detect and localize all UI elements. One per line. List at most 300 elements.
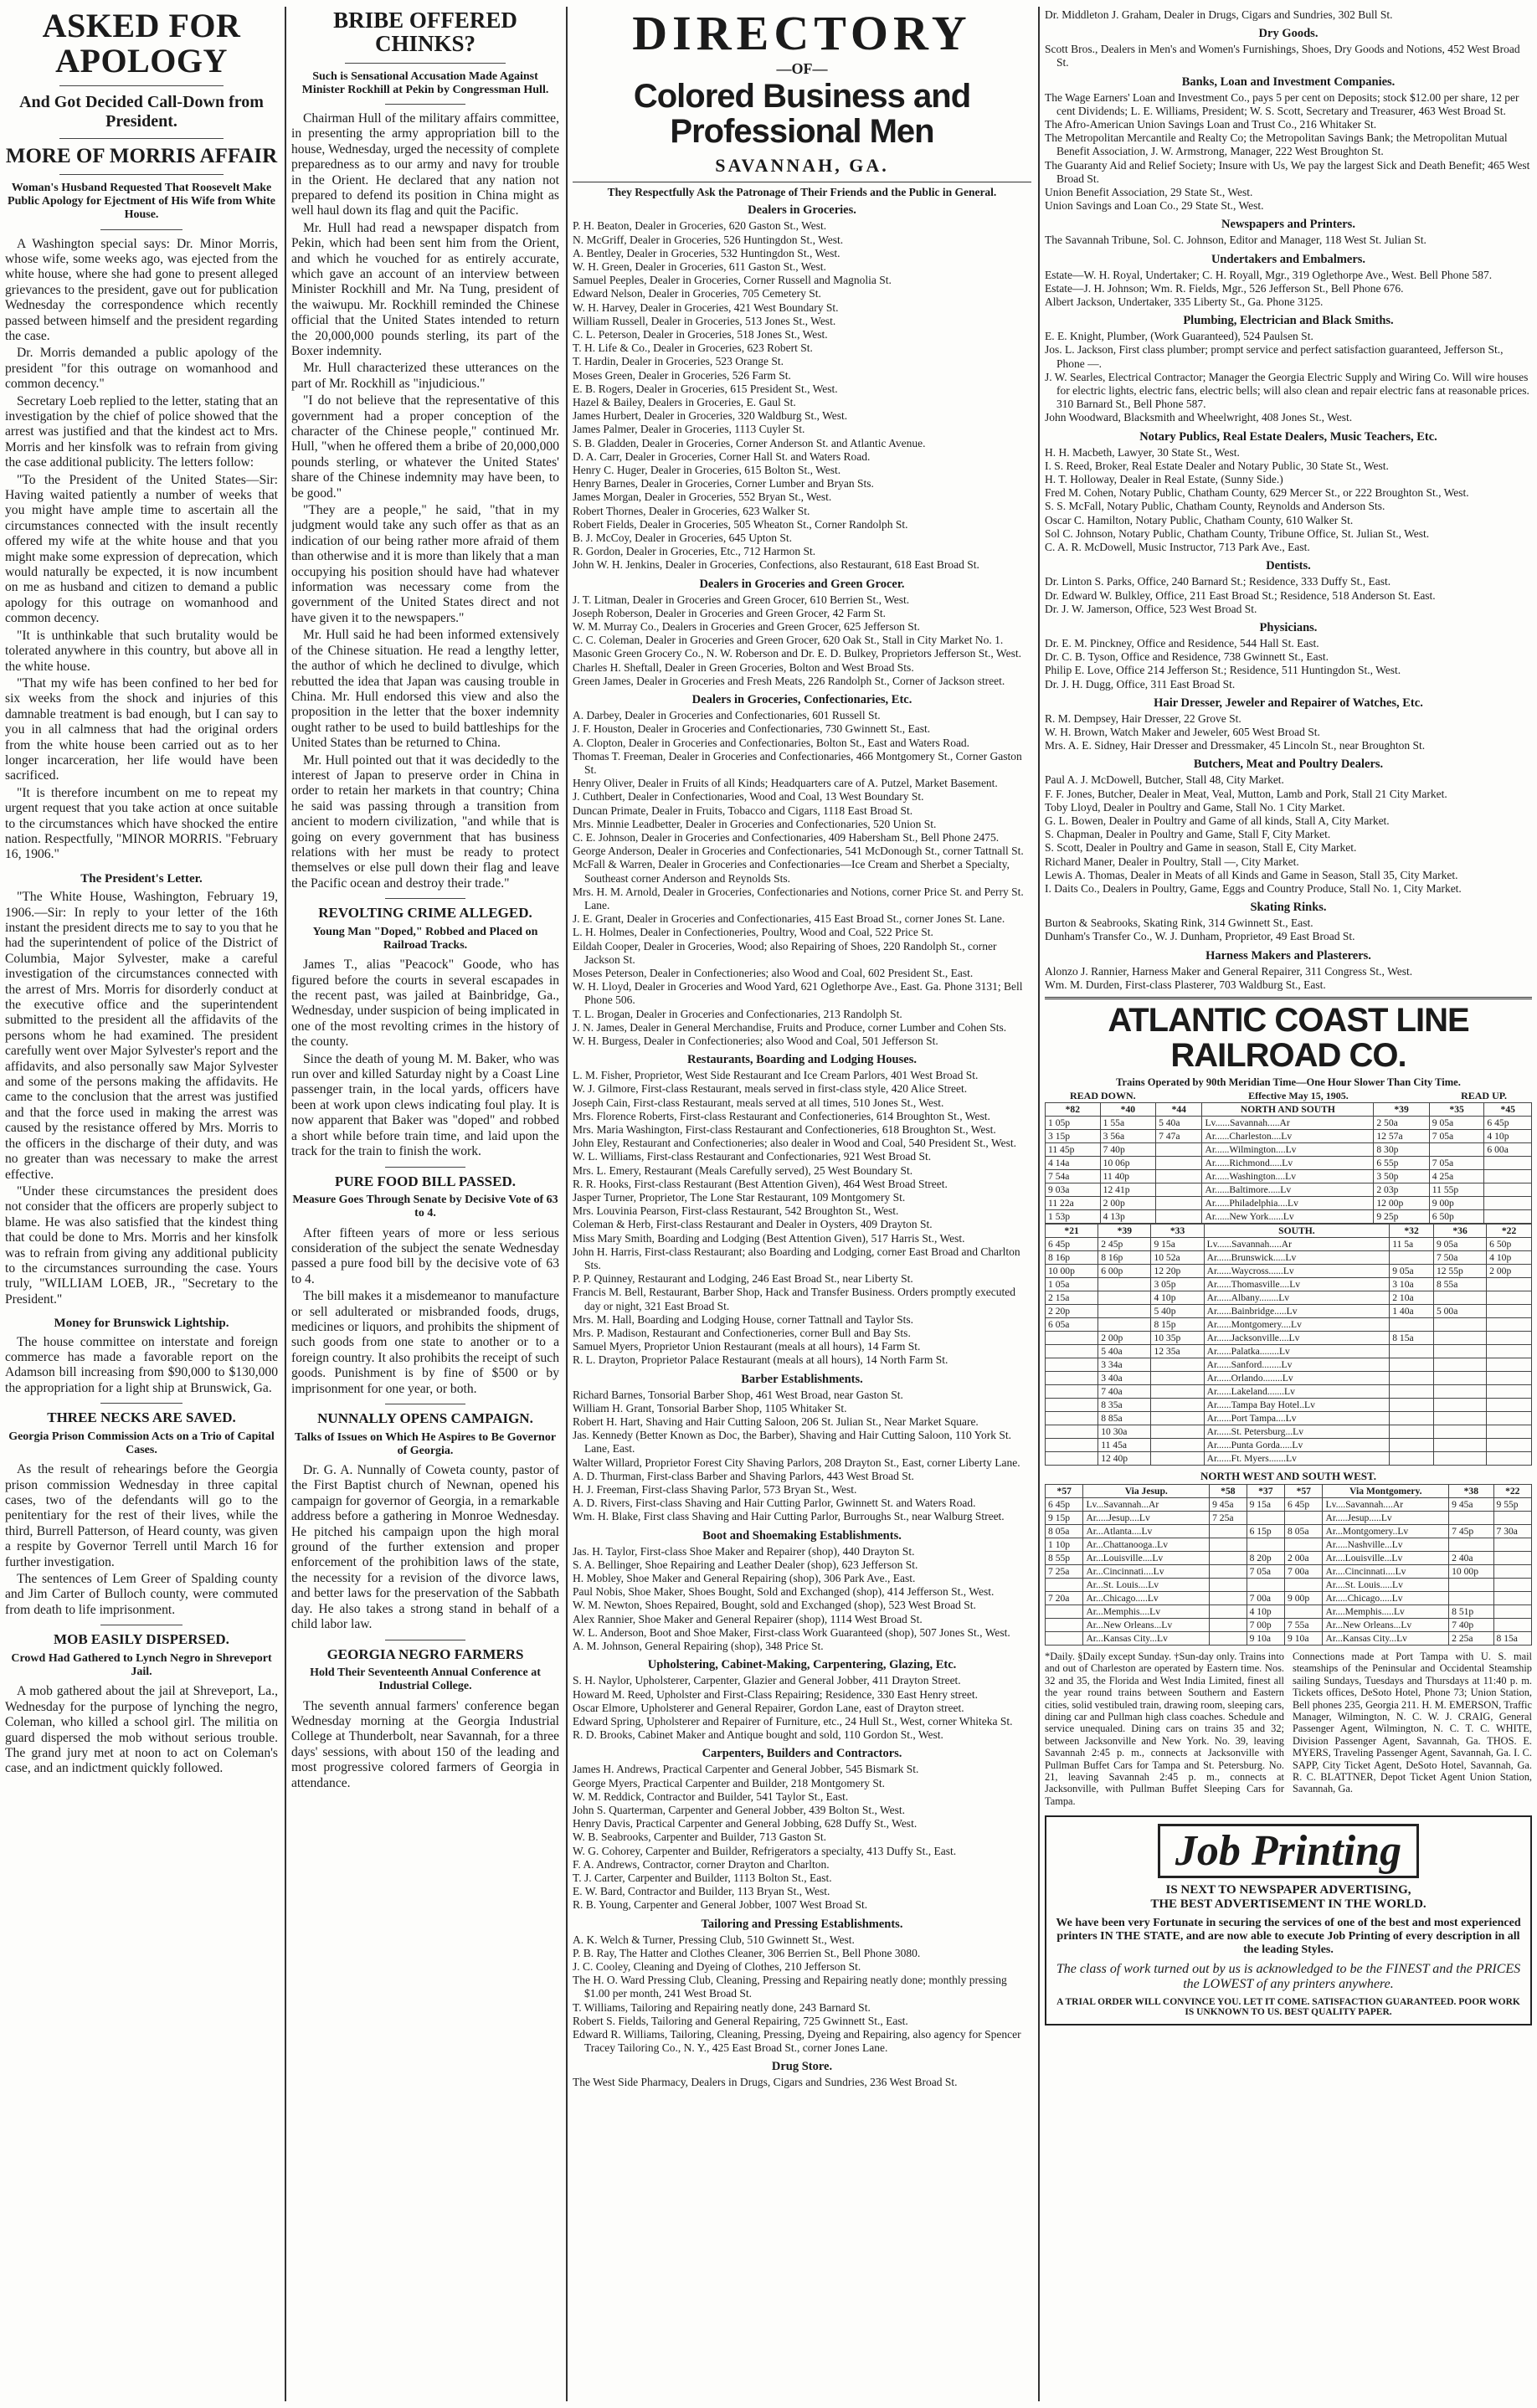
directory-entry: Philip E. Love, Office 214 Jefferson St.; Residence, 511 Huntingdon St., West.: [1045, 664, 1401, 677]
timetable-cell: [1484, 1197, 1532, 1210]
timetable-cell: 4 10p: [1247, 1604, 1284, 1618]
directory-entry: L. H. Holmes, Dealer in Confectioneries, Poultry, Wood and Coal, 522 Price St.: [573, 926, 933, 939]
timetable-cell: 10 52a: [1151, 1251, 1204, 1265]
directory-entry: W. H. Harvey, Dealer in Groceries, 421 West Boundary St.: [573, 300, 839, 314]
directory-entry: T. H. Life & Co., Dealer in Groceries, 623 Robert St.: [573, 341, 813, 355]
timetable-cell: [1487, 1318, 1532, 1332]
timetable-row: [1046, 1511, 1532, 1524]
timetable-cell: [1493, 1551, 1531, 1564]
timetable-cell: [1210, 1551, 1247, 1564]
timetable-column-header: *38: [1449, 1484, 1493, 1497]
timetable-cell: [1433, 1358, 1486, 1372]
directory-entry: W. G. Cohorey, Carpenter and Builder, Refrigerators a specialty, 413 Duffy St., East.: [573, 1844, 957, 1857]
timetable-cell: 8 85a: [1098, 1412, 1151, 1425]
directory-entry: T. L. Brogan, Dealer in Groceries and Confectionaries, 213 Randolph St.: [573, 1007, 902, 1020]
timetable-row: [1046, 1578, 1532, 1591]
column-2: [291, 8, 559, 2400]
timetable-cell: [1247, 1511, 1284, 1524]
timetable-cell: [1046, 1618, 1083, 1631]
directory-entry: Lewis A. Thomas, Dealer in Meats of all Kinds and Game in Season, Stall 35, City Market.: [1045, 868, 1458, 881]
job-printing-ad: [1045, 1815, 1532, 2025]
headline-mob-dispersed: MOB EASILY DISPERSED.: [54, 1631, 229, 1648]
timetable-cell: 4 10p: [1487, 1251, 1532, 1265]
directory-entry: John S. Quarterman, Carpenter and General Jobber, 439 Bolton St., West.: [573, 1803, 906, 1816]
deck: Crowd Had Gathered to Lynch Negro in Shreveport Jail.: [11, 1652, 272, 1679]
timetable-cell: 6 05a: [1046, 1318, 1098, 1332]
directory-entry: G. L. Bowen, Dealer in Poultry and Game of all kinds, Stall A, City Market.: [1045, 814, 1390, 827]
timetable-column-header: *39: [1374, 1103, 1429, 1117]
directory-entry: Jas. H. Taylor, First-class Shoe Maker and Repairer (shop), 440 Drayton St.: [573, 1544, 915, 1558]
deck: Georgia Prison Commission Acts on a Trio of Capital Cases.: [8, 1430, 275, 1457]
timetable-cell: 9 05a: [1390, 1265, 1434, 1278]
directory-section-heading: Dealers in Groceries.: [748, 203, 856, 218]
directory-entry: Dr. Edward W. Bulkley, Office, 211 East Broad St.; Residence, 518 Anderson St. East.: [1045, 588, 1436, 602]
timetable-cell: [1390, 1399, 1434, 1412]
timetable-cell: 11 55p: [1429, 1183, 1484, 1197]
directory-entry: Dr. C. B. Tyson, Office and Residence, 738 Gwinnett St., East.: [1045, 650, 1329, 664]
directory-entry: I. S. Reed, Broker, Real Estate Dealer and Notary Public, 30 State St., West.: [1045, 459, 1389, 472]
timetable-cell: 3 15p: [1046, 1130, 1101, 1143]
directory-entry: George Myers, Practical Carpenter and Builder, 218 Montgomery St.: [573, 1776, 885, 1789]
directory-entry: Mrs. L. Emery, Restaurant (Meals Carefully served), 25 West Boundary St.: [573, 1163, 913, 1177]
subhead-morris-affair: MORE OF MORRIS AFFAIR: [5, 145, 278, 167]
column-rule: [285, 7, 286, 2401]
timetable-cell: 6 50p: [1429, 1210, 1484, 1224]
timetable-cell: 8 15p: [1151, 1318, 1204, 1332]
directory-entry: Paul Nobis, Shoe Maker, Shoes Bought, Sold and Exchanged (shop), 414 Jefferson St., West.: [573, 1585, 995, 1599]
timetable-cell: [1210, 1618, 1247, 1631]
timetable-cell: [1098, 1291, 1151, 1305]
directory-entry: B. J. McCoy, Dealer in Groceries, 645 Upton St.: [573, 531, 792, 545]
directory-entry: E. E. Knight, Plumber, (Work Guaranteed), 524 Paulsen St.: [1045, 330, 1313, 343]
directory-entry: Jas. Kennedy (Better Known as Doc, the Barber), Shaving and Hair Cutting Saloon, 110 York St. Lane, East.: [573, 1429, 1012, 1456]
directory-entry: W. H. Lloyd, Dealer in Groceries and Wood Yard, 621 Oglethorpe Ave., East. Ga. Phone 3131; Bell Phone 506.: [573, 980, 1023, 1007]
directory-entry: A. Bentley, Dealer in Groceries, 532 Huntingdon St., West.: [573, 246, 840, 259]
timetable-cell: 9 03a: [1046, 1183, 1101, 1197]
directory-entry: E. W. Bard, Contractor and Builder, 113 Bryan St., West.: [573, 1885, 830, 1898]
timetable-row: [1046, 1524, 1532, 1538]
directory-entry: Jasper Turner, Proprietor, The Lone Star Restaurant, 109 Montgomery St.: [573, 1191, 906, 1204]
timetable-cell: [1390, 1345, 1434, 1358]
directory-entry: J. W. Searles, Electrical Contractor; Manager the Georgia Electric Supply and Wiring Co. Will wire houses for electric lights, electric fans, electric bells; will also clean and repair electric fans at reasonable prices. 310 Barnard St., Bell Phone 587.: [1045, 370, 1529, 411]
timetable-cell: Ar...Chicago.....Lv: [1083, 1591, 1210, 1604]
timetable-cell: [1487, 1452, 1532, 1466]
directory-entry: Robert S. Fields, Tailoring and General Repairing, 725 Gwinnett St., East.: [573, 2014, 908, 2027]
directory-of: —OF—: [776, 59, 828, 77]
timetable-column-header: *40: [1100, 1103, 1155, 1117]
directory-entry: Dr. J. H. Dugg, Office, 311 East Broad St.: [1045, 677, 1236, 691]
timetable-cell: [1433, 1439, 1486, 1452]
timetable-cell: Ar......Orlando........Lv: [1204, 1372, 1390, 1385]
timetable-cell: 3 40a: [1098, 1372, 1151, 1385]
timetable-cell: 8 16p: [1098, 1251, 1151, 1265]
timetable-cell: [1156, 1170, 1202, 1183]
timetable-row: [1046, 1425, 1532, 1439]
timetable-cell: 10 00p: [1046, 1265, 1098, 1278]
headline-bribe-offered: BRIBE OFFERED CHINKS?: [333, 8, 517, 57]
headline-three-necks: THREE NECKS ARE SAVED.: [47, 1409, 236, 1426]
directory-entry: Mrs. M. Hall, Boarding and Lodging House, corner Tattnall and Taylor Sts.: [573, 1312, 914, 1326]
directory-entry: George Anderson, Dealer in Groceries and Confectionaries, 541 McDonough St., corner Tattnall St.: [573, 845, 1024, 858]
timetable-cell: [1433, 1399, 1486, 1412]
headline-revolting-crime: REVOLTING CRIME ALLEGED.: [318, 905, 532, 922]
directory-entry: S. S. McFall, Notary Public, Chatham County, Reynolds and Anderson Sts.: [1045, 500, 1385, 513]
directory-entry: John W. H. Jenkins, Dealer in Groceries, Confections, also Restaurant, 618 East Broad St.: [573, 558, 979, 572]
timetable-header-row: [1046, 1103, 1532, 1117]
timetable-cell: [1098, 1318, 1151, 1332]
directory-listing-continued: [1045, 27, 1532, 992]
timetable-cell: Ar......Baltimore.....Lv: [1202, 1183, 1374, 1197]
directory-entry: Alonzo J. Rannier, Harness Maker and General Repairer, 311 Congress St., West.: [1045, 964, 1413, 978]
timetable-row: [1046, 1551, 1532, 1564]
directory-entry: Mrs. Louvinia Pearson, First-class Restaurant, 542 Broughton St., West.: [573, 1204, 899, 1218]
directory-section-heading: Plumbing, Electrician and Black Smiths.: [1183, 314, 1394, 328]
timetable-cell: [1433, 1291, 1486, 1305]
timetable-cell: Ar...Cincinnati....Lv: [1083, 1564, 1210, 1578]
directory-entry: C. L. Peterson, Dealer in Groceries, 518 Jones St., West.: [573, 328, 828, 341]
directory-section-heading: Notary Publics, Real Estate Dealers, Music Teachers, Etc.: [1139, 429, 1437, 444]
timetable-row: [1046, 1117, 1532, 1130]
timetable-row: [1046, 1238, 1532, 1251]
railroad-notes-right: Connections made at Port Tampa with U. S. mail steamships of the Peninsular and Occidental Steamship sailing Sundays, Tuesdays and Thursdays at 11:40 p. m. Tickets offices, DeSoto Hotel, Phone 73; Union Station, Bell phones 235, Georgia 211. H. M. EMERSON, Traffic Manager, Wilmington, N. C. W. J. CRAIG, General Passenger Agent, Wilmington, N. C. T. C. WHITE, Division Passenger Agent, Savannah, Ga. THOS. E. MYERS, Traveling Passenger Agent, Savannah, Ga. I. C. SAPP, City Ticket Agent, DeSoto Hotel, Savannah, Ga. R. C. BLATTNER, Depot Ticket Agent Union Station, Savannah, Ga.: [1293, 1650, 1532, 1795]
timetable-cell: [1449, 1511, 1493, 1524]
timetable-cell: Lv....Savannah....Ar: [1323, 1497, 1449, 1511]
timetable-cell: Ar......Jacksonville....Lv: [1204, 1332, 1390, 1345]
timetable-row: [1046, 1399, 1532, 1412]
directory-entry: W. M. Murray Co., Dealers in Groceries and Green Grocer, 625 Jefferson St.: [573, 620, 920, 634]
directory-entry: A. D. Thurman, First-class Barber and Shaving Parlors, 443 West Broad St.: [573, 1469, 914, 1482]
directory-entry: Duncan Primate, Dealer in Fruits, Tobacco and Cigars, 1118 East Broad St.: [573, 804, 913, 817]
timetable-cell: 7 45p: [1449, 1524, 1493, 1538]
timetable-cell: Ar......Wilmington....Lv: [1202, 1143, 1374, 1157]
directory-listing: [573, 203, 1031, 2089]
timetable-cell: 3 34a: [1098, 1358, 1151, 1372]
timetable-cell: [1433, 1332, 1486, 1345]
directory-section-heading: Tailoring and Pressing Establishments.: [701, 1917, 903, 1931]
directory-section-heading: Boot and Shoemaking Establishments.: [702, 1528, 902, 1543]
directory-entry: J. N. James, Dealer in General Merchandise, Fruits and Produce, corner Lumber and Cohen Sts.: [573, 1020, 1007, 1034]
directory-title: DIRECTORY: [632, 8, 972, 60]
directory-entry: Miss Mary Smith, Boarding and Lodging (Best Attention Given), 517 Harris St., West.: [573, 1231, 965, 1245]
timetable-row: [1046, 1497, 1532, 1511]
directory-entry: H. Mobley, Shoe Maker and General Repairing (shop), 306 Park Ave., East.: [573, 1572, 916, 1585]
timetable-cell: [1156, 1210, 1202, 1224]
timetable-row: [1046, 1197, 1532, 1210]
directory-section-heading: Upholstering, Cabinet-Making, Carpentering, Glazing, Etc.: [647, 1658, 957, 1672]
timetable-cell: [1151, 1439, 1204, 1452]
deck: Hold Their Seventeenth Annual Conference at Industrial College.: [310, 1666, 541, 1693]
timetable-cell: [1390, 1425, 1434, 1439]
timetable-cell: [1098, 1278, 1151, 1291]
railroad-title: ATLANTIC COAST LINE RAILROAD CO.: [1108, 1001, 1469, 1074]
article-body: A Washington special says: Dr. Minor Morris, whose wife, some weeks ago, was ejected from the white house, where she had gone to present alleged grievances to the president, gave out for publication Wednesday the correspondence which recently passed between himself and the president regarding the case. Dr. Morris demanded a public apology of the president "for this outrage on womanhood and common decency." Secretary Loeb replied to the letter, stating that an investigation by the chief of police showed that the arrest was justified and that the kindest act to Mrs. Morris and her kinsfolk was to refrain from giving the case additional publicity. The letters follow: "To the President of the United States—Sir: Having waited patiently a number of weeks that you might have ample time to ascertain all the circumstances connected with the insult recently offered my wife at the white house and that you might make some expression of deprecation, which would naturally be expected, it is now incumbent on me as husband and citizen to demand a public apology for this outrage on womanhood and common decency. "It is unthinkable that such brutality would be tolerated anywhere in this country, but above all in the white house. "That my wife has been confined to her bed for six weeks from the shock and injuries of this damnable treatment is bad enough, but I can say to you in all calmness that had the original orders from the white house been carried out as to her longer incarceration, her life would have been sacrificed. "It is therefore incumbent on me to repeat my urgent request that you take action at once suitable to the circumstances which have shocked the entire nation. Respectfully, "MINOR MORRIS. "February 16, 1906." The President's Letter. "The White House, Washington, February 19, 1906.—Sir: In reply to your letter of the 16th instant the president directs me to say to you that he had the superintendent of police of the District of Columbia, Major Sylvester, make a careful investigation of the circumstances connected with the arrest of Mrs. Morris for disorderly conduct at the executive office and the superintendent submitted to the president all the affidavits of the persons whom he had examined. The president carefully went over Major Sylvester's report and the affidavits, and also personally saw Major Sylvester and some of the persons making the affidavits. He came to the conclusion that the arrest was justified and that the force used in making the arrest was caused by the resistance offered by Mrs. Morris to the officers in the discharge of their duty, and was no greater than was necessary to make the arrest effective. "Under these circumstances the president does not consider that the officers are properly subject to blame. He was also satisfied that the kindest thing that could be done to Mrs. Morris and her kinsfolk was to refrain from giving any additional publicity to the circumstances surrounding the case. Yours truly, "WILLIAM LOEB, JR., "Secretary to the President." Money for Brunswick Lightship. The house committee on interstate and foreign commerce has made a favorable report on the Adamson bill increasing from $90,000 to $130,000 the appropriation for a light ship at Brunswick, Ga. THREE NECKS ARE SAVED. Georgia Prison Commission Acts on a Trio of Capital Cases. As the result of rehearings before the Georgia prison commission Wednesday in three capital cases, two of the defendants will go to the penitentiary for the rest of their lives, while the third, Burrell Patterson, of Heard county, was given a respite by Governor Terrell until March 16 for further investigation. The sentences of Lem Greer of Spalding county and Jim Carter of Bulloch county, were commuted from death to life imprisonment. MOB EASILY DISPERSED. Crowd Had Gathered to Lynch Negro in Shreveport Jail. A mob gathered about the jail at Shreveport, La., Wednesday for the purpose of lynching the negro, Coleman, who killed a school girl. The militia on guard dispersed the mob without serious trouble. The grand jury met at noon to act on Coleman's case, and an indictment quickly followed.: [5, 236, 278, 1776]
directory-entry: S. B. Gladden, Dealer in Groceries, Corner Anderson St. and Atlantic Avenue.: [573, 436, 926, 449]
directory-entry: Mrs. A. E. Sidney, Hair Dresser and Dressmaker, 45 Lincoln St., near Broughton St.: [1045, 739, 1426, 752]
timetable-cell: Ar.....Nashville...Lv: [1323, 1538, 1449, 1551]
timetable-cell: 5 40p: [1151, 1305, 1204, 1318]
timetable-cell: 8 15a: [1390, 1332, 1434, 1345]
directory-entry: Samuel Myers, Proprietor Union Restaurant (meals at all hours), 14 Farm St.: [573, 1340, 921, 1353]
timetable-cell: 6 55p: [1374, 1157, 1429, 1170]
timetable-cell: 9 15a: [1247, 1497, 1284, 1511]
timetable-cell: 12 57a: [1374, 1130, 1429, 1143]
directory-entry: The Wage Earners' Loan and Investment Co., pays 5 per cent on Deposits; stock $12.00 per share, 12 per cent Dividends; L. E. Williams, President; W. S. Scott, Secretary and Treasurer, 463 West Broad St.: [1045, 90, 1519, 117]
timetable-cell: [1210, 1564, 1247, 1578]
timetable-cell: 1 53p: [1046, 1210, 1101, 1224]
timetable-cell: Ar......New York......Lv: [1202, 1210, 1374, 1224]
directory-section-heading: Dealers in Groceries and Green Grocer.: [699, 577, 905, 591]
timetable-cell: [1493, 1538, 1531, 1551]
directory-entry: C. A. R. McDowell, Music Instructor, 713 Park Ave., East.: [1045, 541, 1310, 554]
directory-entry: Mrs. Minnie Leadbetter, Dealer in Groceries and Confectionaries, 520 Union St.: [573, 817, 937, 830]
directory-section-heading: Dry Goods.: [1258, 27, 1319, 41]
timetable-cell: [1390, 1412, 1434, 1425]
timetable-cell: 7 25a: [1046, 1564, 1083, 1578]
railroad-notes-left: *Daily. §Daily except Sunday. †Sun-day only. Trains into and out of Charleston are operated by Eastern time. Nos. 32 and 35, the Florida and West India Limited, finest all the year round trains between Southern and Eastern cities, solid vestibuled train, drawing room, sleeping cars, dining car and Pullman high class coaches. Schedule and service unequaled. Dining cars on trains 35 and 32; between Jacksonville and New York. No. 39, leaving Savannah 2:45 p. m., connects at Jacksonville with Pullman Buffet Cars for Tampa and St. Petersburg. No. 21, leaving Savannah 2:45 p. m., connects at Jacksonville, with Pullman Buffet Sleeping Cars for Tampa.: [1045, 1650, 1284, 1807]
deck: Young Man "Doped," Robbed and Placed on Railroad Tracks.: [312, 926, 538, 952]
timetable-cell: [1046, 1358, 1098, 1372]
timetable-cell: [1210, 1604, 1247, 1618]
headline-asked-for-apology: ASKED FOR APOLOGY: [42, 8, 241, 80]
timetable-cell: Lv...Savannah...Ar: [1083, 1497, 1210, 1511]
directory-entry: Eildah Cooper, Dealer in Groceries, Wood; also Repairing of Shoes, 220 Randolph St., corner Jackson St.: [573, 939, 997, 966]
timetable-cell: 11 5a: [1390, 1238, 1434, 1251]
directory-entry: Joseph Cain, First-class Restaurant, meals served at all times, 510 Jones St., West.: [573, 1096, 944, 1109]
directory-entry: A. K. Welch & Turner, Pressing Club, 510 Gwinnett St., West.: [573, 1933, 855, 1946]
directory-section-heading: Dentists.: [1266, 559, 1311, 573]
timetable-cell: Ar......St. Petersburg...Lv: [1204, 1425, 1390, 1439]
timetable-cell: [1156, 1143, 1202, 1157]
timetable-row: [1046, 1564, 1532, 1578]
timetable-cell: Ar....St. Louis.....Lv: [1323, 1578, 1449, 1591]
directory-entry: Hazel & Bailey, Dealers in Groceries, E. Gaul St.: [573, 396, 796, 409]
timetable-cell: Ar......Philadelphia....Lv: [1202, 1197, 1374, 1210]
railroad-subtitle: Trains Operated by 90th Meridian Time—One Hour Slower Than City Time.: [1116, 1076, 1461, 1088]
directory-entry: Mrs. H. M. Arnold, Dealer in Groceries, Confectionaries and Notions, corner Price St. and Perry St. Lane.: [573, 885, 1024, 911]
timetable-cell: [1433, 1425, 1486, 1439]
directory-entry: D. A. Carr, Dealer in Groceries, Corner Hall St. and Waters Road.: [573, 449, 871, 463]
directory-section-heading: Carpenters, Builders and Contractors.: [702, 1747, 902, 1761]
directory-entry: Wm. H. Blake, First class Shaving and Hair Cutting Parlor, Burroughs St., near Walburg Street.: [573, 1510, 1005, 1523]
timetable-cell: [1484, 1170, 1532, 1183]
directory-entry: Edward Spring, Upholsterer and Repairer of Furniture, etc., 24 Hull St., West, corner Whiteka St.: [573, 1714, 1013, 1728]
timetable-cell: 11 22a: [1046, 1197, 1101, 1210]
timetable-cell: 2 45p: [1098, 1238, 1151, 1251]
timetable-cell: [1493, 1591, 1531, 1604]
timetable-cell: [1484, 1210, 1532, 1224]
directory-entry: Dr. J. W. Jamerson, Office, 523 West Broad St.: [1045, 602, 1257, 615]
timetable-cell: Ar......Albany........Lv: [1204, 1291, 1390, 1305]
timetable-cell: 8 16p: [1046, 1251, 1098, 1265]
timetable-cell: 1 10p: [1046, 1538, 1083, 1551]
directory-entry: W. M. Reddick, Contractor and Builder, 541 Taylor St., East.: [573, 1789, 849, 1803]
timetable-cell: 9 00p: [1429, 1197, 1484, 1210]
timetable-cell: Ar......Ft. Myers.......Lv: [1204, 1452, 1390, 1466]
railroad-notes: [1045, 1651, 1532, 1807]
timetable-cell: 8 05a: [1285, 1524, 1323, 1538]
article-body: Chairman Hull of the military affairs committee, in presenting the army appropriation bill to the house, Wednesday, urged the necessity of complete preparedness as to our army and navy for trouble in the Orient. He declared that any nation not prepared to defend its position in China might as well haul down its flag and quit the Pacific. Mr. Hull had read a newspaper dispatch from Pekin, which had been sent him from the Orient, and which he vouched for as entirely accurate, which gave an account of an interview between Minister Rockhill and Mr. Na Tung, president of the waiwupu. Mr. Rockhill reminded the Chinese official that the United States intended to return the 20,000,000 pounds sterling, its part of the Boxer indemnity. Mr. Hull characterized these utterances on the part of Mr. Rockhill as "injudicious." "I do not believe that the representative of this government had a proper conception of the character of the Chinese people," continued Mr. Hull, "when he offered them a bribe of 20,000,000 pounds sterling, or whatever the United States' share of the Chinese indemnity may have been, to be good." "They are a people," he said, "that in my judgment would take any such offer as that as an indication of our being rather more afraid of them than otherwise and it is more than likely that a man occupying his position should have had whatever information was necessary come from the government of the United States direct and not have given it to the newspapers." Mr. Hull said he had been informed extensively of the Chinese situation. He read a lengthy letter, the author of which he declined to divulge, which rebutted the idea that Japan was causing trouble in China. Mr. Hull endorsed this view and also the proposition in the letter that the boxer indemnity ought rather to be used to build battleships for the United States than be returned to China. Mr. Hull pointed out that it was decidedly to the interest of Japan to preserve order in China in order to retain her markets in that country; China he said was passing through a transition from ancient to modern civilization, "and while that is going on every government that has business relations with her must be ready to protect themselves or else pull down their flag and leave the Pacific ocean and destroy their trade." REVOLTING CRIME ALLEGED. Young Man "Doped," Robbed and Placed on Railroad Tracks. James T., alias "Peacock" Goode, who has figured before the courts in several escapades in the recent past, was jailed at Bainbridge, Ga., Wednesday, under suspicion of being implicated in one of the most revolting crimes in the history of the county. Since the death of young M. M. Baker, who was run over and killed Saturday night by a Coast Line passenger train, in the local yards, officers have been at work upon clews indicating foul play. It is now apparent that Baker was "doped" and robbed a short while before train time, and laid upon the track for the train to finish the work. PURE FOOD BILL PASSED. Measure Goes Through Senate by Decisive Vote of 63 to 4. After fifteen years of more or less serious consideration of the subject the senate Wednesday passed a pure food bill by the decisive vote of 63 to 4. The bill makes it a misdemeanor to manufacture or sell adulterated or misbranded foods, drugs, medicines or liquors, and prohibits the shipment of such goods from one state to another or to a foreign country. It also prohibits the receipt of such goods. Punishment is by fine of $500 or by imprisonment for one year, or both. NUNNALLY OPENS CAMPAIGN. Talks of Issues on Which He Aspires to Be Governor of Georgia. Dr. G. A. Nunnally of Coweta county, pastor of the First Baptist church of Newnan, opened his campaign for governor of Georgia, in a remarkable address before a gathering in Monroe Wednesday. He pitched his campaign upon the high moral ground of the further extension and proper enforcement of the prohibition laws of the state, the necessity for a revision of the divorce laws, and better laws for the preservation of the Sabbath day. He also takes a strong stand in behalf of a child labor law. GEORGIA NEGRO FARMERS Hold Their Seventeenth Annual Conference at Industrial College. The seventh annual farmers' conference began Wednesday morning at the Georgia Industrial College at Thunderbolt, near Savannah, for a three days' sessions, with about 150 of the leading and most progressive colored farmers of Georgia in attendance.: [291, 110, 559, 1790]
timetable-cell: Ar...Louisville....Lv: [1083, 1551, 1210, 1564]
timetable-row: [1046, 1604, 1532, 1618]
subhead: And Got Decided Call-Down from President.: [19, 93, 264, 131]
timetable-cell: Ar....Louisville...Lv: [1323, 1551, 1449, 1564]
timetable-cell: Ar...Atlanta....Lv: [1083, 1524, 1210, 1538]
timetable-cell: [1046, 1604, 1083, 1618]
directory-entry: J. F. Houston, Dealer in Groceries and Confectionaries, 730 Gwinnett St., East.: [573, 722, 931, 736]
timetable-cell: Ar......Bainbridge.....Lv: [1204, 1305, 1390, 1318]
timetable-cell: Ar...Kansas City...Lv: [1323, 1631, 1449, 1645]
timetable-cell: 8 55a: [1433, 1278, 1486, 1291]
timetable-cell: 6 50p: [1487, 1238, 1532, 1251]
directory-entry: Edward Nelson, Dealer in Groceries, 705 Cemetery St.: [573, 287, 821, 300]
timetable-cell: Ar.....Chicago.....Lv: [1323, 1591, 1449, 1604]
directory-entry: Union Benefit Association, 29 State St., West.: [1045, 186, 1253, 199]
timetable-cell: Ar.....Jesup.....Lv: [1323, 1511, 1449, 1524]
timetable-cell: 9 00p: [1285, 1591, 1323, 1604]
directory-entry: McFall & Warren, Dealer in Groceries and Confectionaries—Ice Cream and Sherbet a Specialty, Southeast corner Anderson and Reynolds Sts.: [573, 858, 1010, 885]
directory-entry: Oscar Elmore, Upholsterer and General Repairer, Gordon Lane, east of Drayton street.: [573, 1701, 964, 1714]
timetable-north-south: [1045, 1102, 1532, 1224]
column-4: [1045, 8, 1532, 2400]
directory-entry: James Morgan, Dealer in Groceries, 552 Bryan St., West.: [573, 490, 832, 504]
timetable-cell: 9 45a: [1449, 1497, 1493, 1511]
timetable-cell: 1 05a: [1046, 1278, 1098, 1291]
directory-entry: Dr. E. M. Pinckney, Office and Residence, 544 Hall St. East.: [1045, 636, 1319, 649]
timetable-cell: 3 50p: [1374, 1170, 1429, 1183]
timetable-cell: [1487, 1439, 1532, 1452]
timetable-cell: 1 55a: [1100, 1117, 1155, 1130]
timetable-cell: 3 05p: [1151, 1278, 1204, 1291]
timetable-cell: 11 45a: [1098, 1439, 1151, 1452]
directory-entry: Robert Thornes, Dealer in Groceries, 623 Walker St.: [573, 504, 810, 517]
directory-entry: R. M. Dempsey, Hair Dresser, 22 Grove St.: [1045, 711, 1241, 725]
directory-entry: N. McGriff, Dealer in Groceries, 526 Huntingdon St., West.: [573, 233, 844, 246]
timetable-cell: 7 40p: [1100, 1143, 1155, 1157]
directory-entry: A. Clopton, Dealer in Groceries and Confectionaries, Bolton St., East and Waters Road.: [573, 736, 970, 749]
timetable-cell: [1493, 1618, 1531, 1631]
directory-section-heading: Hair Dresser, Jeweler and Repairer of Watches, Etc.: [1154, 696, 1423, 710]
timetable-cell: [1493, 1604, 1531, 1618]
directory-entry: E. B. Rogers, Dealer in Groceries, 615 President St., West.: [573, 382, 838, 395]
timetable-cell: 10 35p: [1151, 1332, 1204, 1345]
directory-entry: J. Cuthbert, Dealer in Confectionaries, Wood and Coal, 13 West Boundary St.: [573, 790, 924, 804]
timetable-nw-heading: NORTH WEST AND SOUTH WEST.: [1200, 1470, 1376, 1483]
timetable-cell: [1493, 1511, 1531, 1524]
timetable-cell: 11 40p: [1100, 1170, 1155, 1183]
ad-line-1: IS NEXT TO NEWSPAPER ADVERTISING,: [1165, 1883, 1411, 1897]
timetable-cell: [1487, 1278, 1532, 1291]
timetable-cell: 7 20a: [1046, 1591, 1083, 1604]
timetable-cell: Ar...Montgomery..Lv: [1323, 1524, 1449, 1538]
timetable-cell: 8 15a: [1493, 1631, 1531, 1645]
directory-section-heading: Butchers, Meat and Poultry Dealers.: [1193, 757, 1384, 772]
timetable-cell: [1046, 1372, 1098, 1385]
timetable-cell: 7 05a: [1429, 1130, 1484, 1143]
timetable-cell: [1487, 1332, 1532, 1345]
directory-entry: W. H. Burgess, Dealer in Confectioneries; also Wood and Coal, 501 Jefferson St.: [573, 1034, 938, 1047]
directory-entry: J. T. Litman, Dealer in Groceries and Green Grocer, 610 Berrien St., West.: [573, 593, 910, 606]
timetable-cell: [1247, 1538, 1284, 1551]
directory-entry: Estate—W. H. Royal, Undertaker; C. H. Royall, Mgr., 319 Oglethorpe Ave., West. Bell Phone 587.: [1045, 268, 1493, 281]
timetable-cell: [1151, 1385, 1204, 1399]
timetable-cell: 6 45p: [1046, 1238, 1098, 1251]
timetable-cell: [1210, 1591, 1247, 1604]
directory-entry: John Woodward, Blacksmith and Wheelwright, 408 Jones St., West.: [1045, 411, 1353, 424]
timetable-cell: [1433, 1452, 1486, 1466]
directory-section-heading: Drug Store.: [771, 2060, 833, 2074]
directory-entry: T. Williams, Tailoring and Repairing neatly done, 243 Barnard St.: [573, 2000, 871, 2014]
section-heading: The President's Letter.: [80, 871, 203, 886]
timetable-column-header: *21: [1046, 1225, 1098, 1238]
timetable-row: [1046, 1372, 1532, 1385]
directory-entry: Masonic Green Grocery Co., N. W. Roberson and Dr. E. D. Bulkey, Proprietors Jefferson St., West.: [573, 647, 1021, 660]
directory-entry: J. E. Grant, Dealer in Groceries and Confectionaries, 415 East Broad St., corner Jones St. Lane.: [573, 912, 1005, 926]
timetable-column-header: *37: [1247, 1484, 1284, 1497]
directory-entry: H. J. Freeman, First-class Shaving Parlor, 573 Bryan St., West.: [573, 1483, 857, 1497]
timetable-column-header: *58: [1210, 1484, 1247, 1497]
timetable-row: [1046, 1170, 1532, 1183]
directory-entry: W. J. Gilmore, First-class Restaurant, meals served in first-class style, 420 Alice Street.: [573, 1082, 968, 1096]
timetable-cell: 2 00a: [1285, 1551, 1323, 1564]
timetable-row: [1046, 1591, 1532, 1604]
timetable-cell: 5 40a: [1156, 1117, 1202, 1130]
timetable-row: [1046, 1305, 1532, 1318]
timetable-cell: 3 10a: [1390, 1278, 1434, 1291]
directory-entry: S. A. Bellinger, Shoe Repairing and Leather Dealer (shop), 623 Jefferson St.: [573, 1558, 918, 1571]
timetable-column-header: *22: [1487, 1225, 1532, 1238]
timetable-row: [1046, 1332, 1532, 1345]
timetable-column-header: SOUTH.: [1204, 1225, 1390, 1238]
directory-entry: Henry Oliver, Dealer in Fruits of all Kinds; Headquarters care of A. Putzel, Market Basement.: [573, 777, 998, 790]
timetable-cell: [1210, 1578, 1247, 1591]
directory-entry: The Guaranty Aid and Relief Society; Insure with Us, We pay the largest Sick and Death Benefit; 465 West Broad St.: [1045, 158, 1530, 185]
directory-section-heading: Newspapers and Printers.: [1221, 218, 1355, 232]
directory-entry: W. H. Brown, Watch Maker and Jeweler, 605 West Broad St.: [1045, 725, 1320, 738]
timetable-south: [1045, 1224, 1532, 1466]
directory-entry: Mrs. Maria Washington, First-class Restaurant and Confectioneries, 618 Broughton St., West.: [573, 1122, 996, 1136]
column-rule: [566, 7, 568, 2401]
timetable-cell: [1210, 1538, 1247, 1551]
timetable-column-header: NORTH AND SOUTH: [1202, 1103, 1374, 1117]
directory-entry: The H. O. Ward Pressing Club, Cleaning, Pressing and Repairing neatly done; monthly pressing $1.00 per month, 241 West Broad St.: [573, 1974, 1007, 2000]
timetable-cell: 9 10a: [1247, 1631, 1284, 1645]
timetable-row: [1046, 1265, 1532, 1278]
timetable-cell: 10 06p: [1100, 1157, 1155, 1170]
timetable-column-header: *39: [1098, 1225, 1151, 1238]
timetable-cell: [1433, 1385, 1486, 1399]
timetable-cell: 2 40a: [1449, 1551, 1493, 1564]
directory-entry: John Eley, Restaurant and Confectioneries; also dealer in Wood and Coal, 540 President St., West.: [573, 1137, 1016, 1150]
timetable-column-header: Via Jesup.: [1083, 1484, 1210, 1497]
timetable-column-header: *36: [1433, 1225, 1486, 1238]
timetable-cell: [1487, 1399, 1532, 1412]
timetable-cell: [1449, 1591, 1493, 1604]
timetable-cell: [1046, 1385, 1098, 1399]
timetable-cell: 2 00p: [1098, 1332, 1151, 1345]
timetable-cell: 8 35a: [1098, 1399, 1151, 1412]
directory-entry: Mrs. Florence Roberts, First-class Restaurant and Confectioneries, 614 Broughton St., West.: [573, 1109, 990, 1122]
directory-entry: W. M. Newton, Shoes Repaired, Bought, sold and Exchanged (shop), 523 West Broad St.: [573, 1599, 976, 1612]
timetable-cell: 7 00a: [1285, 1564, 1323, 1578]
timetable-cell: [1390, 1318, 1434, 1332]
timetable-cell: [1493, 1578, 1531, 1591]
timetable-cell: Ar......Tampa Bay Hotel..Lv: [1204, 1399, 1390, 1412]
directory-entry: Henry Barnes, Dealer in Groceries, Corner Lumber and Bryan Sts.: [573, 477, 874, 490]
timetable-cell: 9 25p: [1374, 1210, 1429, 1224]
directory-entry: Dunham's Transfer Co., W. J. Dunham, Proprietor, 49 East Broad St.: [1045, 930, 1355, 943]
directory-entry: Richard Barnes, Tonsorial Barber Shop, 461 West Broad, near Gaston St.: [573, 1388, 903, 1401]
directory-entry: Sol C. Johnson, Notary Public, Chatham County, Tribune Office, St. Julian St., West.: [1045, 526, 1430, 540]
